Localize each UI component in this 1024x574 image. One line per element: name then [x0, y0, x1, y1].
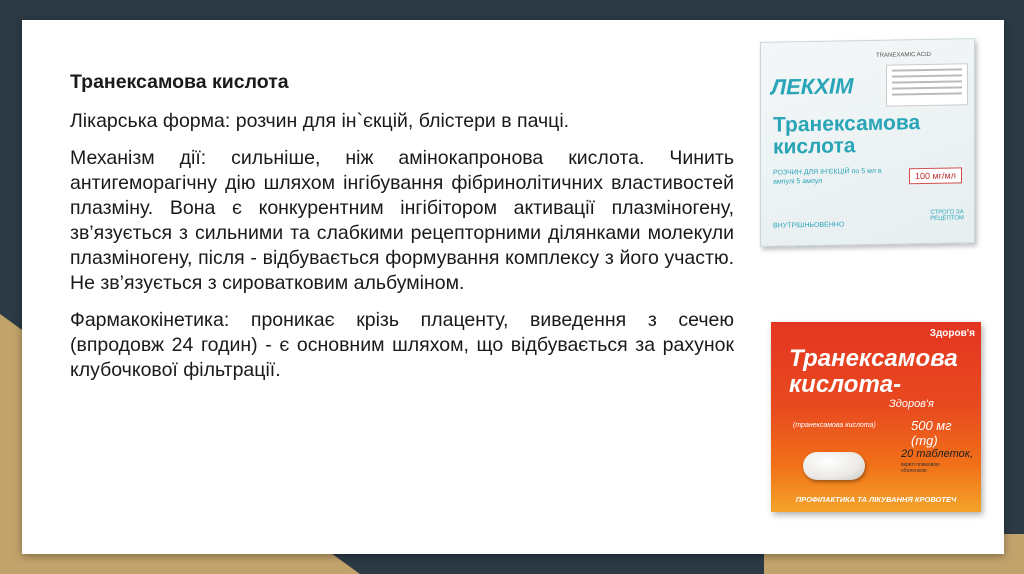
- text-column: [70, 70, 734, 395]
- box1-route: ВНУТРІШНЬОВЕННО: [773, 221, 845, 230]
- box2-count: 20 таблеток,: [901, 448, 973, 460]
- box1-product-name: Транексамова кислота: [773, 111, 921, 159]
- paragraph-dosage-form: Лікарська форма: розчин для ін`єкцій, блістери в пачці.: [70, 110, 570, 132]
- box1-subtitle: РОЗЧИН ДЛЯ ІН'ЄКЦІЙ по 5 мл в ампулі 5 ампул: [773, 167, 882, 186]
- box2-footer: ПРОФІЛАКТИКА ТА ЛІКУВАННЯ КРОВОТЕЧ: [795, 495, 957, 504]
- box2-inn: (транексамова кислота): [793, 422, 876, 429]
- paragraph-mechanism: Механізм дії: сильніше, ніж амінокапронова кислота. Чинить антигеморагічну дію шляхом інгібування фібринолітичних властивостей плазміну. Вона є конкурентним інгібітором активації плазміногену, зв’язується з сильними та слабкими рецепторними ділянками молекули плазміногену, після - відбувається формування комплексу з його участю. Не зв’язується з сироватковим альбуміном.: [70, 147, 734, 294]
- box1-info-panel: [886, 63, 968, 106]
- box1-brand: ЛЕКХІМ: [771, 73, 854, 100]
- box2-count-sub: вкриті плівковою оболонкою: [901, 462, 940, 474]
- paragraph-pharmacokinetics: Фармакокінетика: проникає крізь плаценту, виведення з сечею (впродовж 24 годин) - є основним шляхом, що відбувається за рахунок клубочкової фільтрації.: [70, 309, 734, 381]
- box1-top-label: TRANEXAMIC ACID: [876, 51, 932, 59]
- box2-dose: 500 мг (mg): [911, 418, 952, 448]
- product-image-lekhim-box: [760, 38, 975, 247]
- tablet-image: [803, 452, 865, 480]
- box2-product-name: Транексамова кислота-: [789, 345, 958, 398]
- box2-logo: Здоров'я: [929, 328, 975, 339]
- slide-title: Транексамова кислота: [70, 71, 289, 93]
- box1-rx-label: СТРОГО ЗА РЕЦЕПТОМ: [930, 209, 964, 222]
- product-image-zdorovia-box: [771, 322, 981, 512]
- box1-dose: 100 мг/мл: [909, 167, 962, 184]
- box2-maker: Здоров'я: [889, 398, 934, 410]
